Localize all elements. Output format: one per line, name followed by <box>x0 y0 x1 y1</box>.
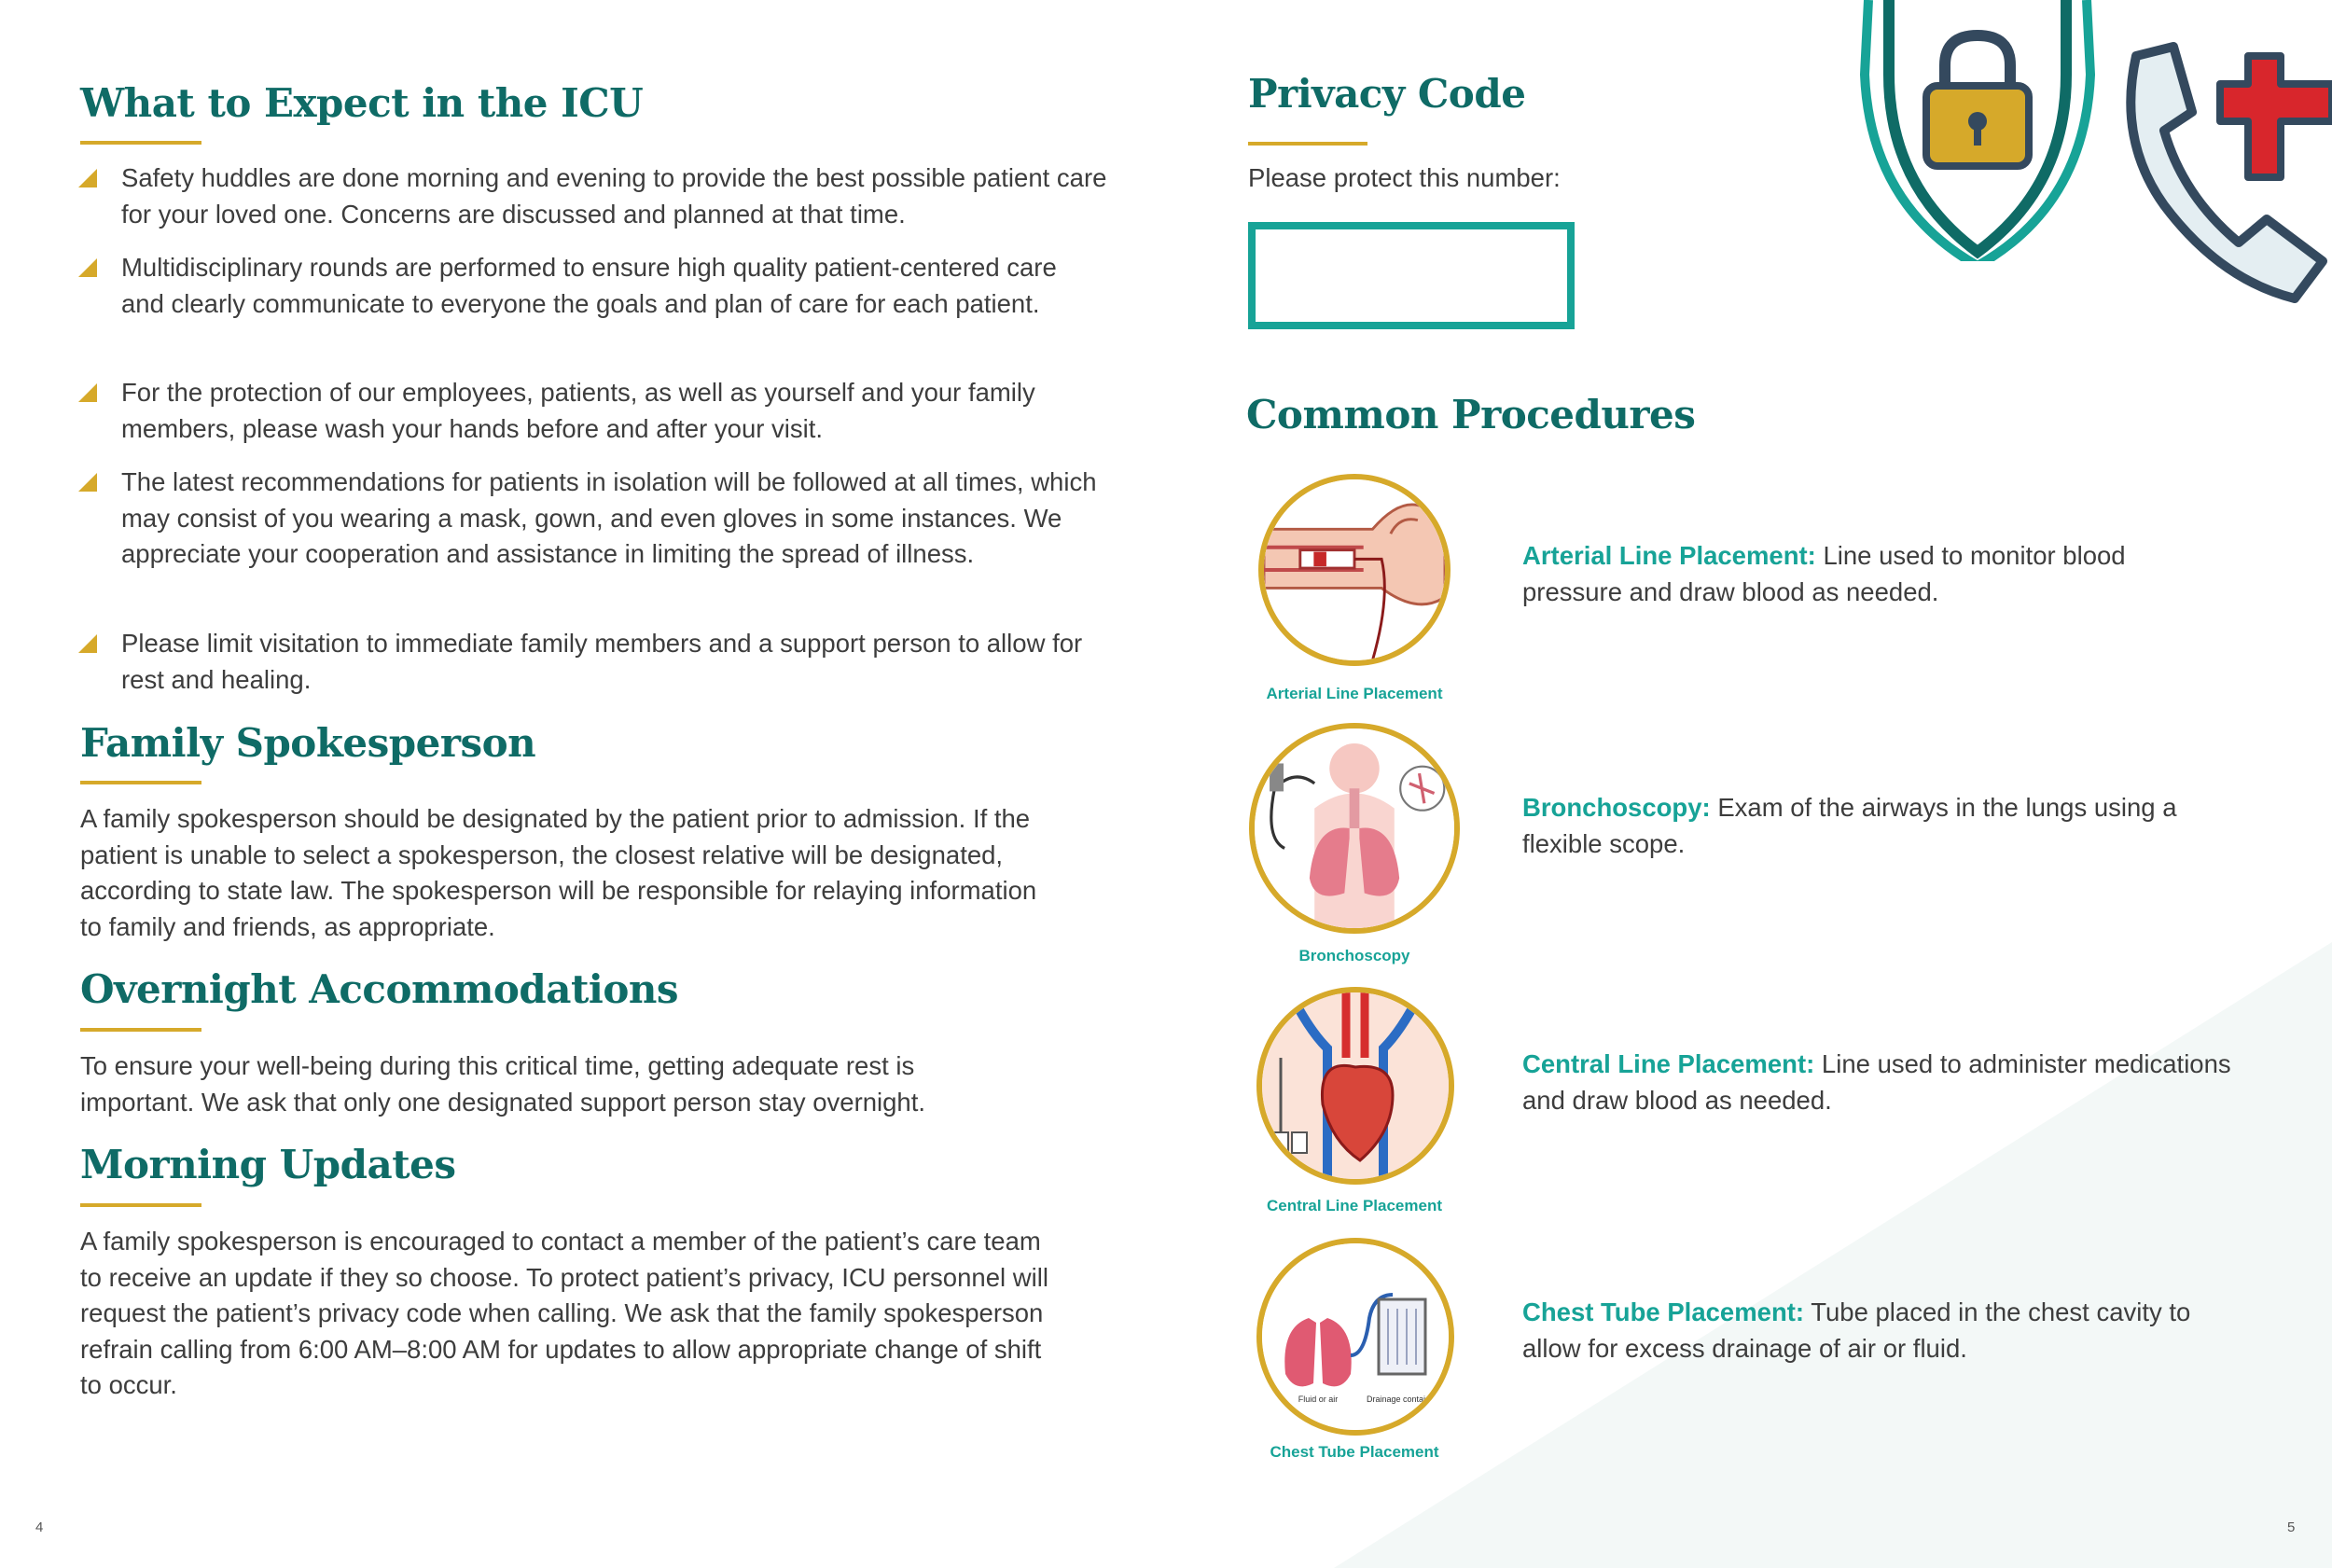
arm-arterial-line-icon <box>1258 474 1451 666</box>
morning-body: A family spokesperson is encouraged to contact a member of the patient’s care team to receive an update if they so choose. To protect patient’s privacy, ICU personnel will request the patient’s privacy code when calling. We ask that the family spokesperson refrain calling from 6:00 AM–8:00 AM for updates to allow appropriate change of shift to occur. <box>80 1227 1048 1399</box>
procedure-desc-text: Exam of the airways in the lungs using a flexible scope. <box>1522 793 2177 858</box>
procedure-description <box>1522 1295 2231 1367</box>
procedures-heading: Common Procedures <box>1246 392 1696 437</box>
fluid-label: Fluid or air <box>1298 1395 1339 1404</box>
procedure-description <box>1522 538 2231 610</box>
page-number: 5 <box>2287 1519 2296 1535</box>
lungs-drain-icon <box>1256 1238 1454 1436</box>
list-item-text: Please limit visitation to immediate family members and a support person to allow for rest and healing. <box>121 629 1083 694</box>
drainage-label: Drainage container <box>1366 1395 1438 1404</box>
list-item-text: Safety huddles are done morning and evening to provide the best possible patient care for your loved one. Concerns are discussed and planned at that time. <box>121 163 1107 229</box>
heading-rule <box>80 1028 201 1032</box>
procedure-term: Chest Tube Placement: <box>1522 1297 1805 1326</box>
spokesperson-heading: Family Spokesperson <box>80 720 536 766</box>
phone-cross-icon <box>2108 37 2332 308</box>
shield-lock-icon <box>1852 0 2103 261</box>
heading-rule <box>80 141 201 145</box>
procedure-caption: Central Line Placement <box>1266 1197 1442 1214</box>
heading-rule <box>80 1203 201 1207</box>
heading-rule <box>1248 142 1367 146</box>
expect-heading: What to Expect in the ICU <box>80 80 644 126</box>
list-item-text: Multidisciplinary rounds are performed to ensure high quality patient-centered care and clearly communicate to everyone the goals and plan of care for each patient. <box>121 253 1057 318</box>
triangle-bullet-icon <box>78 473 97 492</box>
procedure-caption: Chest Tube Placement <box>1270 1443 1439 1461</box>
spokesperson-body: A family spokesperson should be designated by the patient prior to admission. If the patient is unable to select a spokesperson, the closest relative will be designated, according to state law. The spokesperson will be responsible for relaying information to family and friends, as appropriate. <box>80 804 1037 941</box>
procedure-description <box>1522 790 2231 862</box>
overnight-heading: Overnight Accommodations <box>80 966 679 1012</box>
heart-vessels-icon <box>1256 987 1454 1185</box>
morning-heading: Morning Updates <box>80 1142 456 1187</box>
procedure-term: Central Line Placement: <box>1522 1049 1815 1078</box>
triangle-bullet-icon <box>78 634 97 653</box>
procedure-term: Bronchoscopy: <box>1522 793 1711 822</box>
procedure-caption: Arterial Line Placement <box>1266 685 1443 702</box>
privacy-code-box <box>1248 222 1575 329</box>
procedure-term: Arterial Line Placement: <box>1522 541 1816 570</box>
procedure-description <box>1522 1047 2231 1118</box>
overnight-body: To ensure your well-being during this critical time, getting adequate rest is important. We ask that only one designated support person stay overnight. <box>80 1051 925 1117</box>
privacy-prompt: Please protect this number: <box>1248 163 1561 192</box>
triangle-bullet-icon <box>78 169 97 187</box>
list-item-text: For the protection of our employees, patients, as well as yourself and your family members, please wash your hands before and after your visit. <box>121 378 1035 443</box>
triangle-bullet-icon <box>78 258 97 277</box>
privacy-heading: Privacy Code <box>1248 71 1526 117</box>
procedure-desc-text: Line used to administer medications and draw blood as needed. <box>1522 1049 2231 1115</box>
page-number: 4 <box>35 1519 44 1535</box>
lungs-scope-icon <box>1249 723 1460 934</box>
list-item-text: The latest recommendations for patients in isolation will be followed at all times, which may consist of you wearing a mask, gown, and even gloves in some instances. We appreciate your cooperation and assistance in limiting the spread of illness. <box>121 467 1097 568</box>
heading-rule <box>80 781 201 784</box>
procedure-caption: Bronchoscopy <box>1298 947 1410 964</box>
procedure-desc-text: Line used to monitor blood pressure and draw blood as needed. <box>1522 541 2126 606</box>
triangle-bullet-icon <box>78 383 97 402</box>
procedure-desc-text: Tube placed in the chest cavity to allow for excess drainage of air or fluid. <box>1522 1297 2191 1363</box>
